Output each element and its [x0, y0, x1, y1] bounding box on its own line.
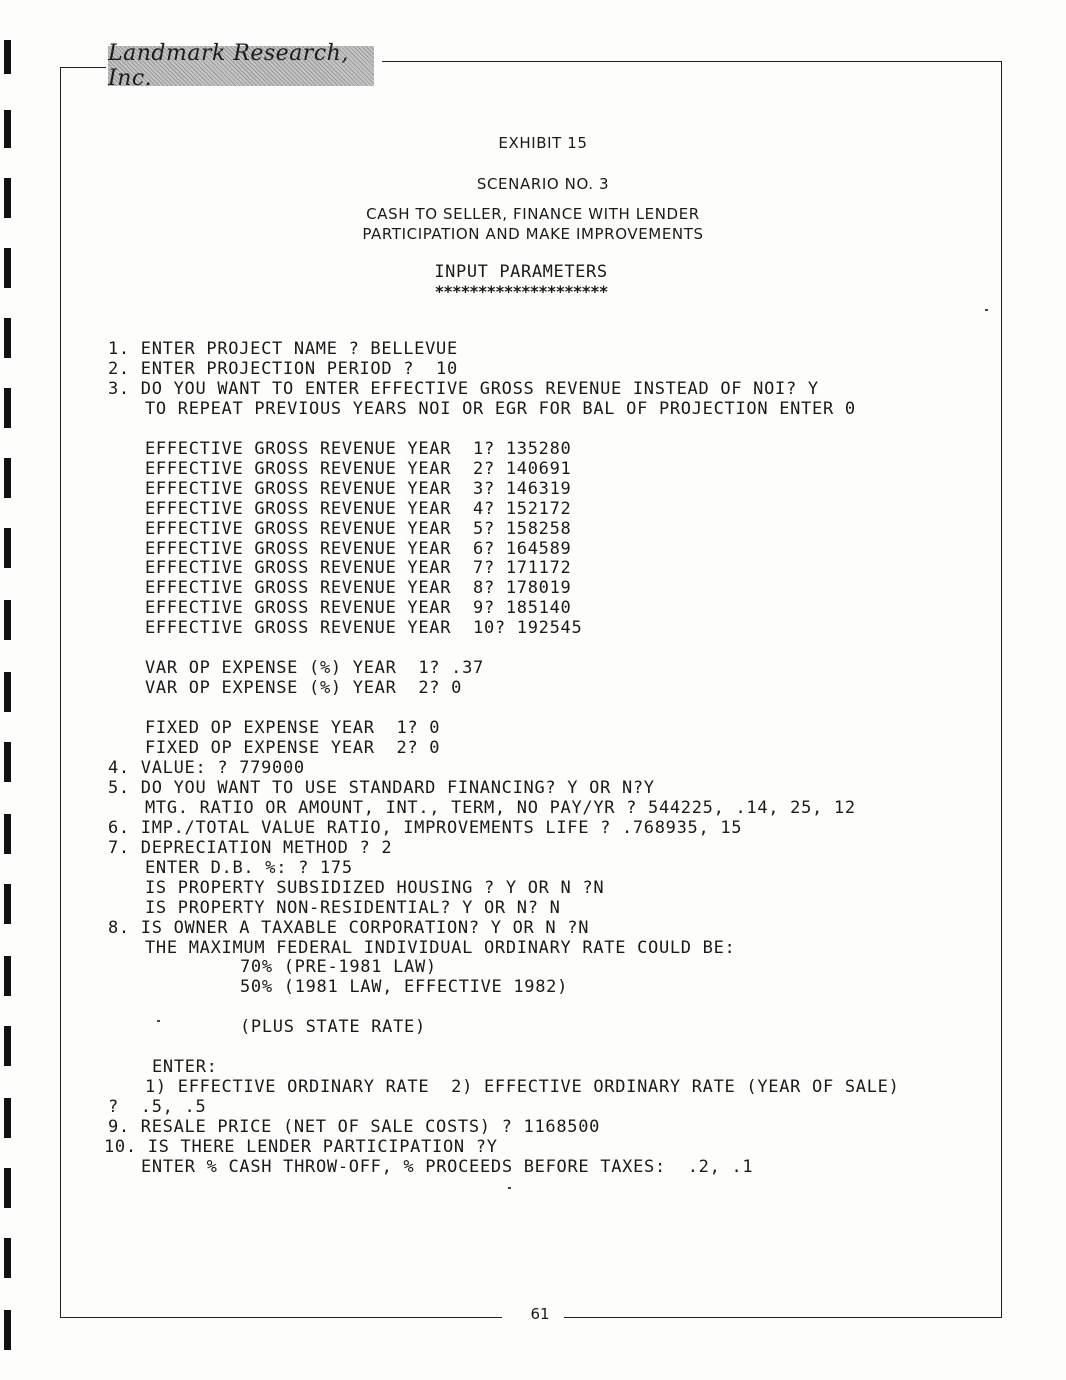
binder-mark	[4, 672, 11, 712]
binder-mark	[4, 1026, 11, 1066]
listing-line: 1. ENTER PROJECT NAME ? BELLEVUE	[108, 339, 458, 359]
binder-mark	[4, 458, 11, 498]
subtitle-line-2: PARTICIPATION AND MAKE IMPROVEMENTS	[362, 225, 704, 243]
listing-line: EFFECTIVE GROSS REVENUE YEAR 8? 178019	[145, 578, 572, 599]
listing-line: 6. IMP./TOTAL VALUE RATIO, IMPROVEMENTS LIFE ? .768935, 15	[108, 817, 743, 838]
listing-line: EFFECTIVE GROSS REVENUE YEAR 3? 146319	[145, 478, 572, 499]
listing-line: 1) EFFECTIVE ORDINARY RATE 2) EFFECTIVE ORDINARY RATE (YEAR OF SALE)	[145, 1077, 900, 1098]
listing-line: 7. DEPRECIATION METHOD ? 2	[108, 837, 393, 858]
listing-line: 10. IS THERE LENDER PARTICIPATION ?Y	[104, 1137, 498, 1157]
listing-line: EFFECTIVE GROSS REVENUE YEAR 4? 152172	[145, 498, 572, 519]
listing-line: EFFECTIVE GROSS REVENUE YEAR 6? 164589	[145, 538, 572, 559]
listing-line: 50% (1981 LAW, EFFECTIVE 1982)	[240, 977, 569, 998]
binder-mark	[4, 956, 11, 996]
binder-mark	[4, 1168, 11, 1208]
frame-bottom-border	[60, 1317, 502, 1318]
scenario-title: SCENARIO NO. 3	[476, 175, 610, 193]
print-speck	[157, 1020, 160, 1022]
page-number: 61	[530, 1305, 550, 1323]
section-heading: INPUT PARAMETERS	[434, 262, 608, 282]
frame-left-border	[60, 67, 61, 1317]
listing-line: ENTER D.B. %: ? 175	[145, 857, 353, 878]
binder-mark	[4, 318, 11, 358]
listing-line: EFFECTIVE GROSS REVENUE YEAR 1? 135280	[145, 438, 572, 459]
binder-mark	[4, 1098, 11, 1138]
listing-line: MTG. RATIO OR AMOUNT, INT., TERM, NO PAY/YR ? 544225, .14, 25, 12	[145, 797, 856, 818]
listing-line: 4. VALUE: ? 779000	[108, 757, 305, 778]
frame-top-border	[60, 67, 106, 68]
print-speck	[985, 309, 988, 311]
binder-mark	[4, 742, 11, 782]
listing-line: TO REPEAT PREVIOUS YEARS NOI OR EGR FOR BAL OF PROJECTION ENTER 0	[145, 398, 856, 419]
listing-line: EFFECTIVE GROSS REVENUE YEAR 7? 171172	[145, 558, 572, 579]
listing-line: IS PROPERTY NON-RESIDENTIAL? Y OR N? N	[145, 897, 561, 918]
print-speck	[508, 1187, 511, 1189]
section-underline-stars: ********************	[434, 282, 608, 301]
binder-mark	[4, 884, 11, 924]
listing-line: FIXED OP EXPENSE YEAR 1? 0	[145, 718, 441, 739]
binder-mark	[4, 600, 11, 640]
binder-mark	[4, 1238, 11, 1278]
listing-line: 2. ENTER PROJECTION PERIOD ? 10	[108, 358, 458, 379]
listing-line: EFFECTIVE GROSS REVENUE YEAR 10? 192545	[145, 618, 583, 639]
binder-mark	[4, 528, 11, 568]
company-logo: Landmark Research, Inc.	[108, 46, 374, 86]
subtitle-line-1: CASH TO SELLER, FINANCE WITH LENDER	[366, 205, 700, 223]
listing-line: 8. IS OWNER A TAXABLE CORPORATION? Y OR N ?N	[108, 917, 590, 938]
exhibit-title: EXHIBIT 15	[498, 134, 588, 152]
listing-line: VAR OP EXPENSE (%) YEAR 2? 0	[145, 678, 463, 699]
listing-line: 9. RESALE PRICE (NET OF SALE COSTS) ? 1168500	[108, 1117, 601, 1138]
listing-line: 70% (PRE-1981 LAW)	[240, 957, 437, 978]
listing-line: VAR OP EXPENSE (%) YEAR 1? .37	[145, 658, 484, 679]
frame-right-border	[1001, 61, 1002, 1317]
listing-line: EFFECTIVE GROSS REVENUE YEAR 9? 185140	[145, 598, 572, 619]
listing-line: IS PROPERTY SUBSIDIZED HOUSING ? Y OR N ?N	[145, 877, 605, 898]
listing-line: 5. DO YOU WANT TO USE STANDARD FINANCING? Y OR N?Y	[108, 777, 655, 798]
listing-line: FIXED OP EXPENSE YEAR 2? 0	[145, 738, 441, 758]
binder-mark	[4, 388, 11, 428]
listing-line: ENTER % CASH THROW-OFF, % PROCEEDS BEFORE TAXES: .2, .1	[141, 1156, 754, 1177]
frame-top-border	[382, 61, 1002, 62]
listing-line: ENTER:	[152, 1057, 218, 1078]
listing-line: THE MAXIMUM FEDERAL INDIVIDUAL ORDINARY RATE COULD BE:	[145, 937, 736, 958]
listing-line: (PLUS STATE RATE)	[240, 1017, 426, 1038]
listing-line: 3. DO YOU WANT TO ENTER EFFECTIVE GROSS REVENUE INSTEAD OF NOI? Y	[108, 378, 819, 399]
binder-mark	[4, 1310, 11, 1350]
listing-line: ? .5, .5	[108, 1097, 207, 1118]
frame-bottom-border	[564, 1317, 1002, 1318]
binder-mark	[4, 814, 11, 854]
listing-line: EFFECTIVE GROSS REVENUE YEAR 2? 140691	[145, 458, 572, 479]
listing-line: EFFECTIVE GROSS REVENUE YEAR 5? 158258	[145, 518, 572, 539]
binder-mark	[4, 40, 11, 74]
